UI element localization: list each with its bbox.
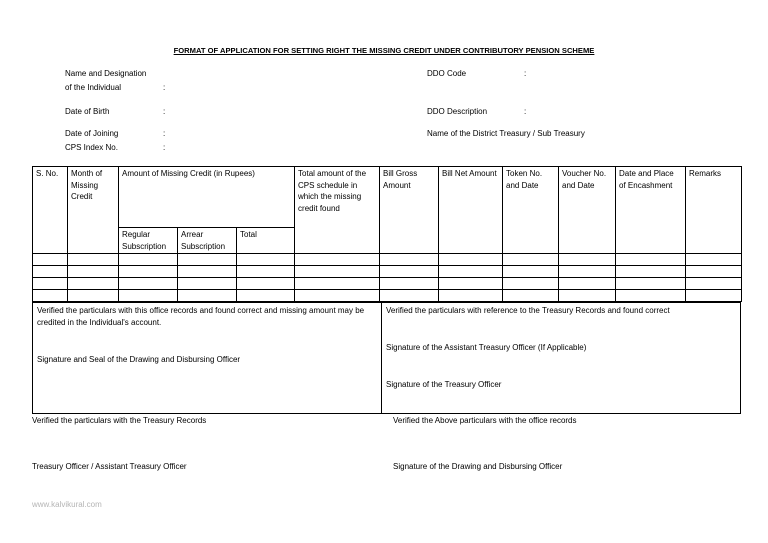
watermark: www.kalvikural.com <box>32 500 102 509</box>
table-row <box>33 290 742 302</box>
table-header-row <box>33 167 742 228</box>
doj-label: Date of Joining <box>65 129 119 138</box>
table-row <box>33 278 742 290</box>
col-header-encashment: Date and Place of Encashment <box>616 167 686 254</box>
colon: : <box>163 107 166 116</box>
office-verification-text: Verified the particulars with this office records and found correct and missing amount may be credited in the Individual's account. <box>37 306 365 327</box>
verification-box <box>32 302 741 414</box>
ddo-footer-signature: Signature of the Drawing and Disbursing Officer <box>393 462 563 471</box>
col-subheader-regular: Regular Subscription <box>119 228 178 254</box>
verification-divider <box>381 303 382 413</box>
colon: : <box>163 83 166 92</box>
colon: : <box>163 143 166 152</box>
colon: : <box>524 107 527 116</box>
office-records-verify-text: Verified the Above particulars with the office records <box>393 416 577 425</box>
table-row <box>33 266 742 278</box>
col-header-total-amount: Total amount of the CPS schedule in which the missing credit found <box>295 167 380 254</box>
col-header-bill-gross: Bill Gross Amount <box>380 167 439 254</box>
dob-label: Date of Birth <box>65 107 110 116</box>
treasury-verification-text: Verified the particulars with reference to the Treasury Records and found correct <box>386 306 670 315</box>
table-row <box>33 254 742 266</box>
treasury-records-verify-text: Verified the particulars with the Treasury Records <box>32 416 207 425</box>
treasury-officer-footer-signature: Treasury Officer / Assistant Treasury Officer <box>32 462 187 471</box>
ddo-code-label: DDO Code <box>427 69 467 78</box>
name-designation-label: Name and Designation <box>65 69 147 78</box>
ddo-signature-label: Signature and Seal of the Drawing and Disbursing Officer <box>37 355 241 364</box>
colon: : <box>524 69 527 78</box>
treasury-officer-signature-label: Signature of the Treasury Officer <box>386 380 502 389</box>
col-header-bill-net: Bill Net Amount <box>439 167 503 254</box>
col-header-month: Month of Missing Credit <box>68 167 119 254</box>
colon: : <box>163 129 166 138</box>
col-header-remarks: Remarks <box>686 167 742 254</box>
col-header-voucher: Voucher No. and Date <box>559 167 616 254</box>
col-header-token: Token No. and Date <box>503 167 559 254</box>
missing-credit-table <box>32 166 742 302</box>
cps-index-label: CPS Index No. <box>65 143 118 152</box>
of-individual-label: of the Individual <box>65 83 122 92</box>
form-title: FORMAT OF APPLICATION FOR SETTING RIGHT THE MISSING CREDIT UNDER CONTRIBUTORY PENSION SCHEME <box>173 46 595 55</box>
ddo-description-label: DDO Description <box>427 107 488 116</box>
col-subheader-arrear: Arrear Subscription <box>178 228 237 254</box>
col-subheader-total: Total <box>237 228 295 254</box>
ato-signature-label: Signature of the Assistant Treasury Officer (If Applicable) <box>386 343 587 352</box>
district-treasury-label: Name of the District Treasury / Sub Treasury <box>427 129 585 138</box>
col-header-amount: Amount of Missing Credit (in Rupees) <box>119 167 295 228</box>
col-header-sno: S. No. <box>33 167 68 254</box>
